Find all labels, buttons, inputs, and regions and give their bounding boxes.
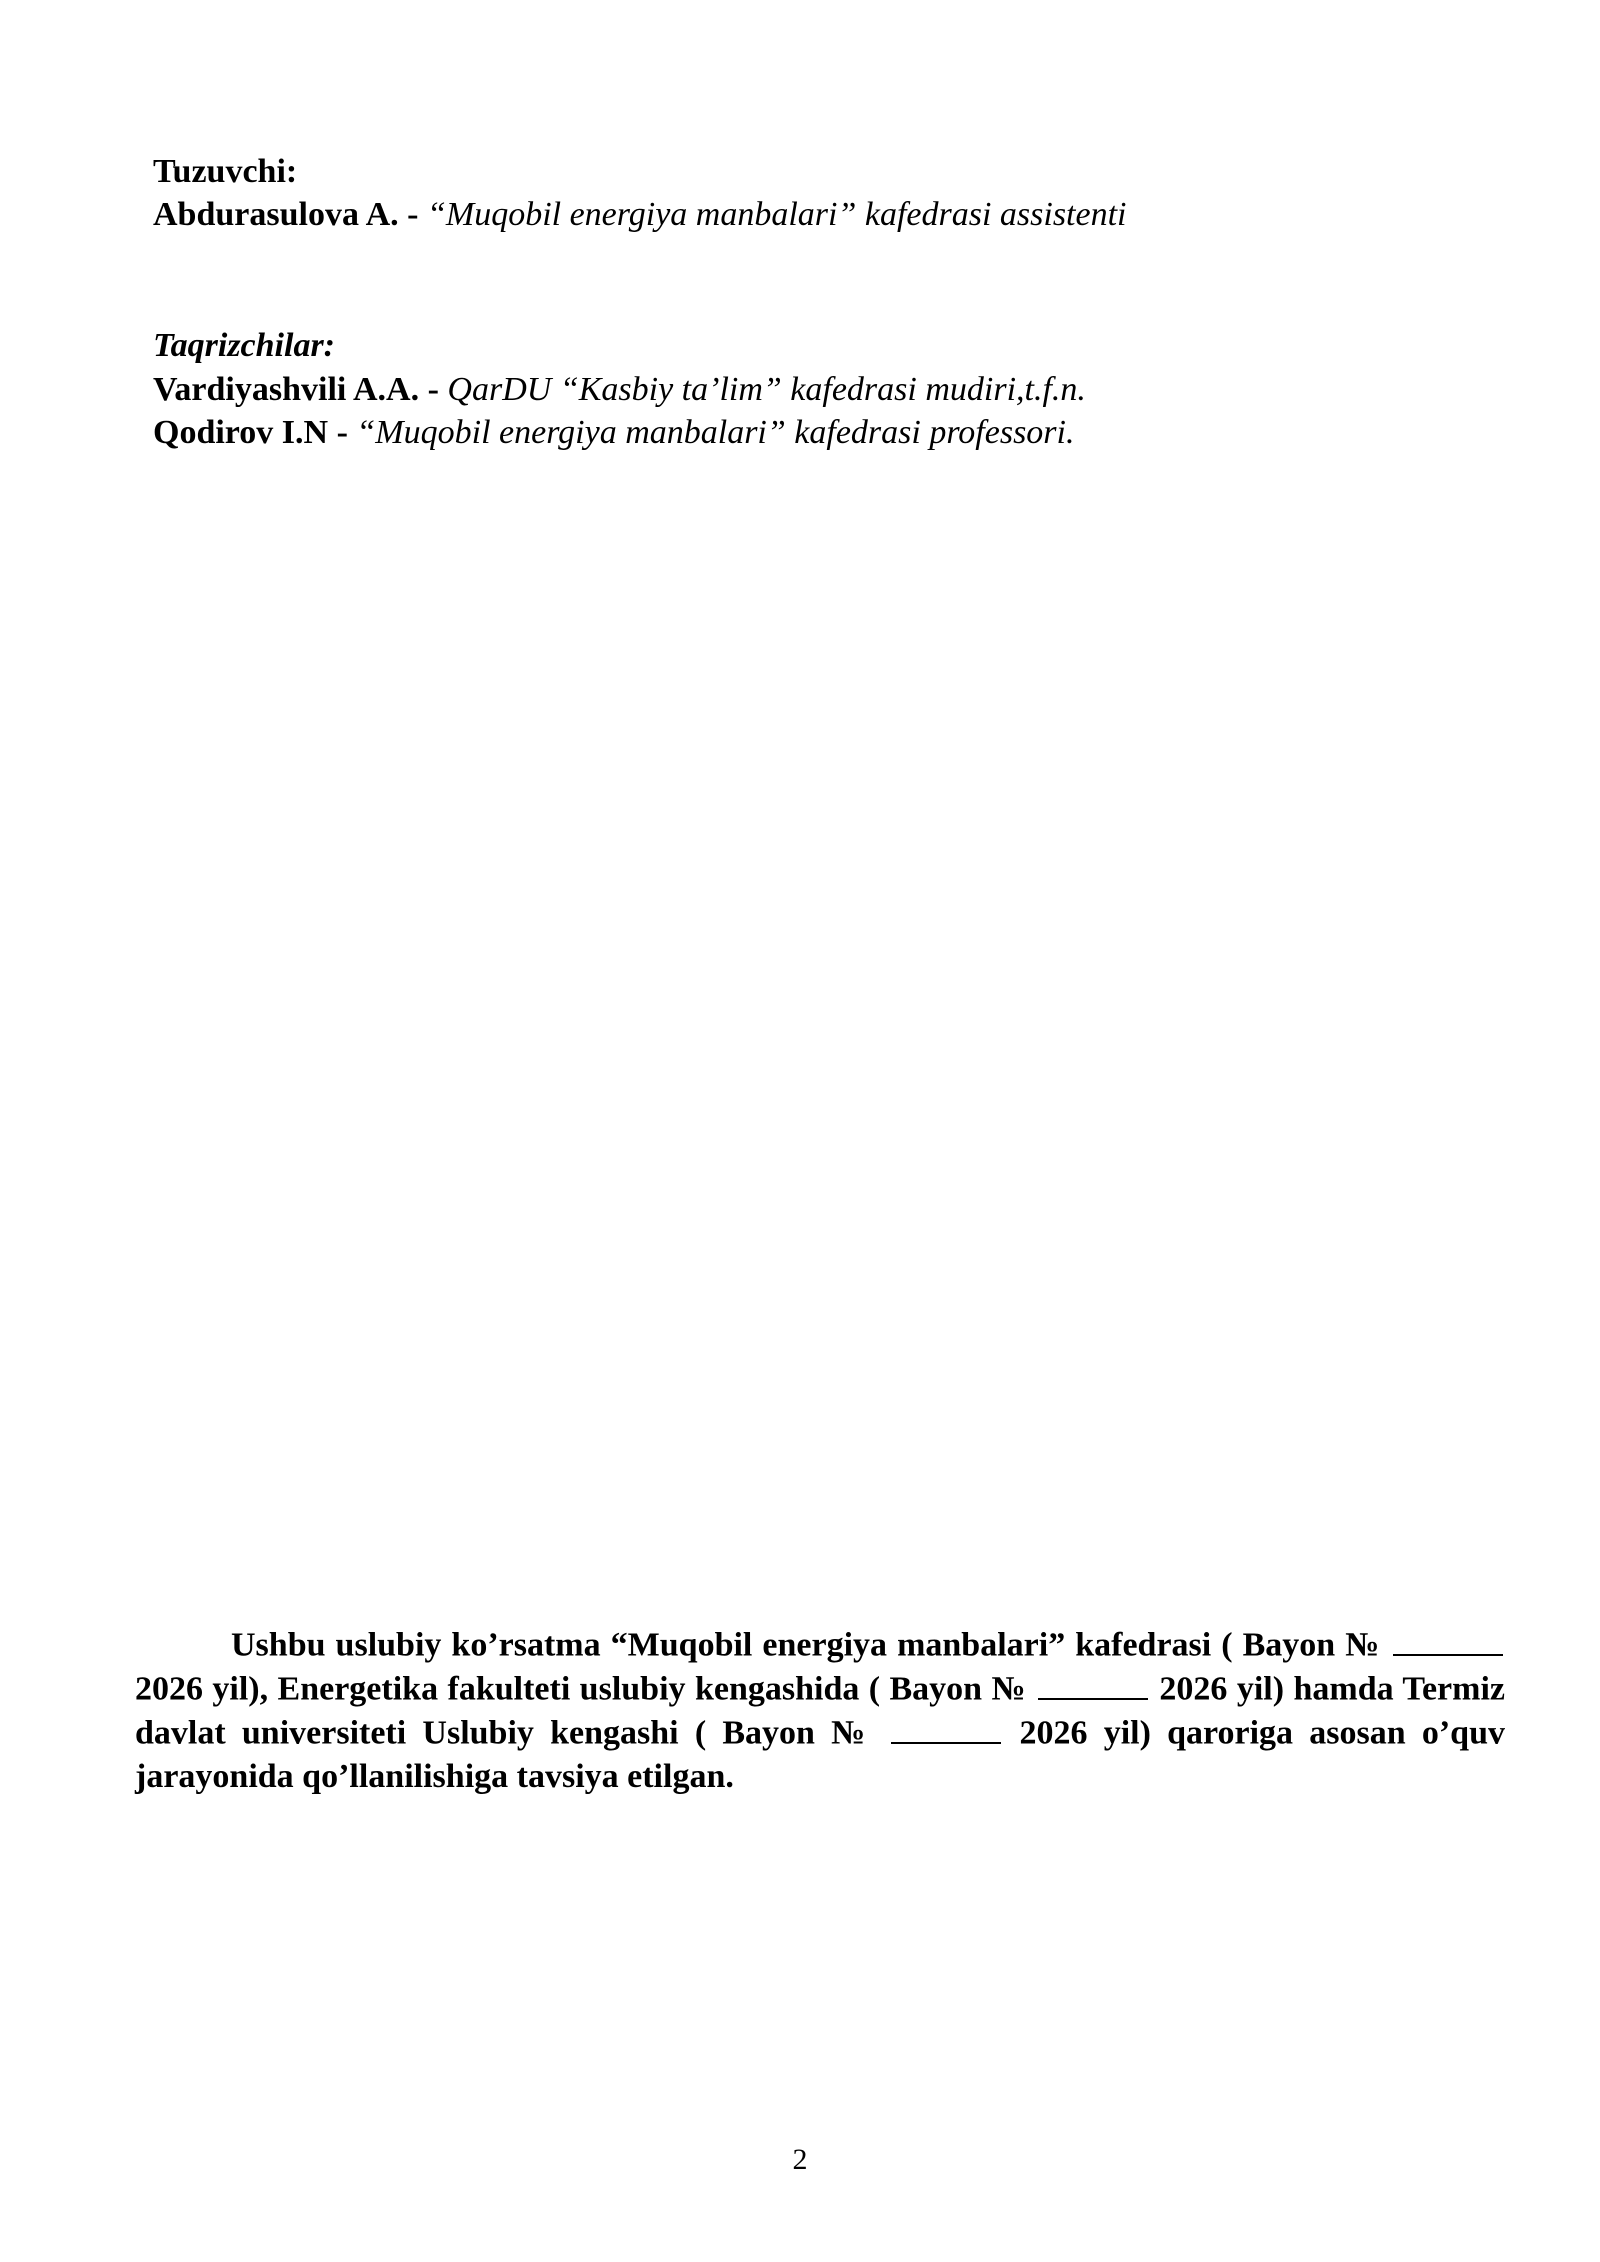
reviewer-name: Vardiyashvili A.A. - [153,371,439,408]
approval-text-part-4: 2026 yil) qaroriga asosan o’quv jarayonida qo’llanilishiga tavsiya etilgan. [135,1714,1505,1796]
approval-text-part-1: Ushbu uslubiy ko’rsatma “Muqobil energiya manbalari” kafedrasi ( Bayon № [231,1626,1391,1664]
reviewers-heading: Taqrizchilar: [153,327,336,364]
compiler-name: Abdurasulova A. - [153,196,419,233]
blank-line [891,1711,1001,1744]
approval-text-part-3: 2026 yil) hamda Termiz davlat universiteti Uslubiy kengashi ( Bayon № [135,1670,1505,1752]
compiler-role: “Muqobil energiya manbalari” kafedrasi assistenti [418,196,1127,233]
approval-paragraph [135,1623,1505,1799]
reviewer-role: “Muqobil energiya manbalari” kafedrasi professori. [347,414,1075,451]
reviewer-line-2 [153,411,1074,455]
blank-line [1038,1667,1148,1700]
blank-line [1393,1623,1503,1656]
approval-text [135,1623,1505,1799]
compiler-heading: Tuzuvchi: [153,153,298,190]
approval-text-part-2: 2026 yil), Energetika fakulteti uslubiy kengashida ( Bayon № [135,1670,1036,1708]
reviewer-line-1 [153,368,1086,412]
compiler-line [153,193,1126,237]
reviewer-name: Qodirov I.N - [153,414,348,451]
page-number: 2 [792,2143,808,2176]
reviewer-role: QarDU “Kasbiy ta’lim” kafedrasi mudiri,t.f.n. [438,371,1086,408]
